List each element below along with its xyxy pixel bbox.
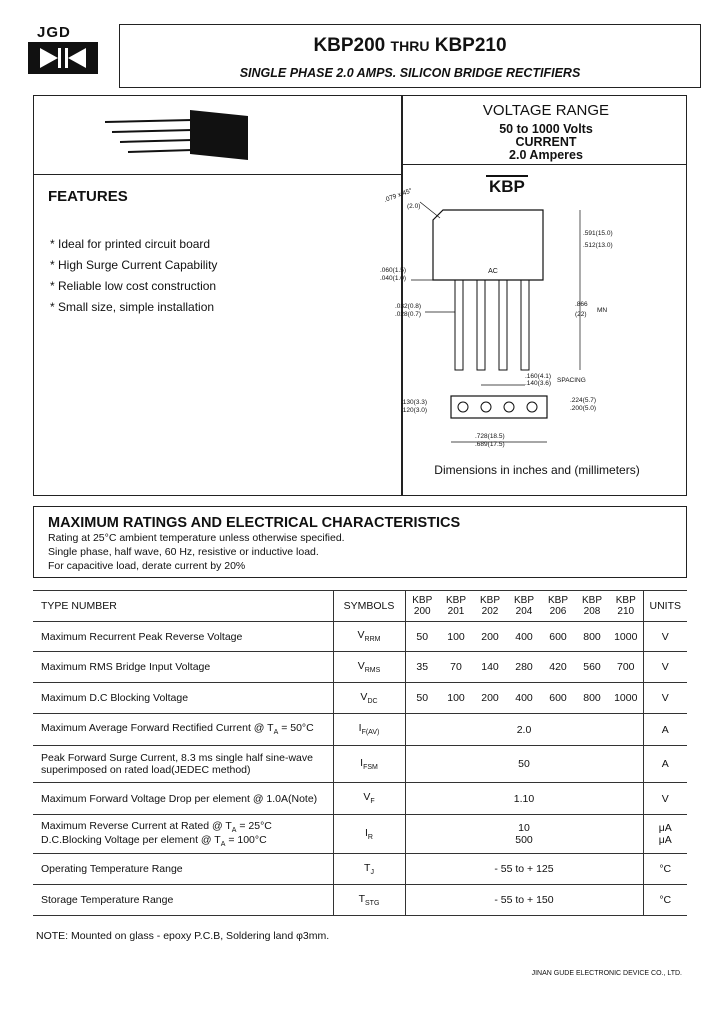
- cell-value: 400: [507, 683, 541, 714]
- header-part: KBP 202: [473, 591, 507, 622]
- cell-value: - 55 to + 150: [405, 885, 643, 916]
- cell-value: 1000: [609, 683, 643, 714]
- row-name: Maximum Forward Voltage Drop per element @ 1.0A(Note): [33, 783, 333, 815]
- cell-value: 140: [473, 652, 507, 683]
- cell-value: 200: [473, 622, 507, 652]
- ratings-title: MAXIMUM RATINGS AND ELECTRICAL CHARACTERISTICS: [48, 515, 461, 531]
- ac-label: AC: [488, 268, 498, 275]
- header-part: KBP 200: [405, 591, 439, 622]
- dim-chamfer: .079 x 45°: [383, 187, 414, 204]
- row-name: Operating Temperature Range: [33, 854, 333, 885]
- row-unit: V: [643, 783, 687, 815]
- row-unit: V: [643, 622, 687, 652]
- row-unit: V: [643, 683, 687, 714]
- header-part: KBP 206: [541, 591, 575, 622]
- package-name: KBP: [486, 175, 528, 197]
- dim-top-2: .512(13.0): [583, 242, 613, 249]
- dim-h-1: .130(3.3): [401, 399, 428, 406]
- dim-space-2: .140(3.6): [525, 380, 552, 387]
- dimension-caption: Dimensions in inches and (millimeters): [434, 463, 640, 477]
- dim-space-1: .160(4.1): [525, 373, 552, 380]
- header-symbols: SYMBOLS: [333, 591, 405, 622]
- spec-table: [33, 590, 687, 916]
- table-row: [33, 714, 687, 746]
- cell-value: 50: [405, 683, 439, 714]
- cell-value: 2.0: [405, 714, 643, 746]
- cell-value: 50: [405, 622, 439, 652]
- table-row: [33, 746, 687, 783]
- row-symbol: $V_{RMS}$: [333, 652, 405, 683]
- table-row: [33, 622, 687, 652]
- table-row: [33, 885, 687, 916]
- row-symbol: $T_{STG}$: [333, 885, 405, 916]
- page-title: KBP200 THRU KBP210: [313, 35, 507, 56]
- package-dimension-drawing: [365, 180, 655, 460]
- row-symbol: $T_J$: [333, 854, 405, 885]
- dim-r-1: .224(5.7): [570, 397, 597, 404]
- dim-r-2: .200(5.0): [570, 405, 597, 412]
- row-unit: V: [643, 652, 687, 683]
- row-unit: μA μA: [643, 815, 687, 854]
- dim-chamfer-mm: (2.0): [407, 203, 421, 210]
- cell-value: 200: [473, 683, 507, 714]
- row-unit: °C: [643, 854, 687, 885]
- logo-diode-icon: [28, 42, 98, 74]
- dim-lead-2: .028(0.7): [395, 311, 422, 318]
- cell-value: 800: [575, 622, 609, 652]
- table-row: [33, 815, 687, 854]
- cell-value: - 55 to + 125: [405, 854, 643, 885]
- row-name: Maximum RMS Bridge Input Voltage: [33, 652, 333, 683]
- row-symbol: $V_{RRM}$: [333, 622, 405, 652]
- cell-value: 10 500: [405, 815, 643, 854]
- cell-value: 35: [405, 652, 439, 683]
- cell-value: 50: [405, 746, 643, 783]
- cell-value: 600: [541, 683, 575, 714]
- footnote: NOTE: Mounted on glass - epoxy P.C.B, Soldering land φ3mm.: [36, 930, 330, 942]
- row-symbol: $V_F$: [333, 783, 405, 815]
- header-part: KBP 201: [439, 591, 473, 622]
- header-part: KBP 208: [575, 591, 609, 622]
- feature-item: * Small size, simple installation: [50, 300, 215, 314]
- current-label: CURRENT: [515, 135, 577, 149]
- row-symbol: $I_R$: [333, 815, 405, 854]
- ratings-note: For capacitive load, derate current by 20%: [48, 560, 246, 572]
- row-name: Maximum Average Forward Rectified Current @ $T_A = 50^\circ C$: [33, 714, 333, 746]
- dim-len-mm: (22): [575, 311, 587, 318]
- page-subtitle: SINGLE PHASE 2.0 AMPS. SILICON BRIDGE RECTIFIERS: [239, 66, 581, 80]
- voltage-range-volts: 50 to 1000 Volts: [499, 122, 593, 136]
- row-name: Maximum Recurrent Peak Reverse Voltage: [33, 622, 333, 652]
- header-part: KBP 204: [507, 591, 541, 622]
- voltage-range-title: VOLTAGE RANGE: [482, 102, 610, 119]
- ratings-note: Rating at 25°C ambient temperature unless otherwise specified.: [48, 532, 345, 544]
- cell-value: 100: [439, 683, 473, 714]
- cell-value: 400: [507, 622, 541, 652]
- table-row: [33, 683, 687, 714]
- row-name: Storage Temperature Range: [33, 885, 333, 916]
- dim-w-1: .728(18.5): [475, 433, 505, 440]
- row-name: Maximum Reverse Current at Rated @ $T_A = 25^\circ C$ D.C.Blocking Voltage per element @ $T_A = 100^\circ C$: [33, 815, 333, 854]
- cell-value: 800: [575, 683, 609, 714]
- features-title: FEATURES: [48, 188, 128, 205]
- header-part: KBP 210: [609, 591, 643, 622]
- dim-side-1: .060(1.5): [380, 267, 407, 274]
- table-row: [33, 652, 687, 683]
- table-header-row: [33, 591, 687, 622]
- dim-top-1: .591(15.0): [583, 230, 613, 237]
- cell-value: 600: [541, 622, 575, 652]
- row-symbol: $I_{F(AV)}$: [333, 714, 405, 746]
- current-value: 2.0 Amperes: [509, 148, 583, 162]
- cell-value: 70: [439, 652, 473, 683]
- cell-value: 560: [575, 652, 609, 683]
- row-unit: °C: [643, 885, 687, 916]
- header-type-number: TYPE NUMBER: [33, 591, 333, 622]
- cell-value: 700: [609, 652, 643, 683]
- table-row: [33, 854, 687, 885]
- row-name: Maximum D.C Blocking Voltage: [33, 683, 333, 714]
- header-units: UNITS: [643, 591, 687, 622]
- row-name: Peak Forward Surge Current, 8.3 ms single half sine-wave superimposed on rated load(JEDEC method): [33, 746, 333, 783]
- dim-side-2: .040(1.0): [380, 275, 407, 282]
- dim-len: .866: [575, 301, 588, 308]
- ratings-note: Single phase, half wave, 60 Hz, resistive or inductive load.: [48, 546, 319, 558]
- dim-mn: MN: [597, 307, 608, 314]
- dim-h-2: .120(3.0): [401, 407, 428, 414]
- table-row: [33, 783, 687, 815]
- logo-text: JGD: [37, 24, 71, 41]
- dim-w-2: .689(17.5): [475, 441, 505, 448]
- dim-lead-1: .032(0.8): [395, 303, 422, 310]
- dim-spacing: SPACING: [557, 377, 586, 384]
- row-unit: A: [643, 714, 687, 746]
- feature-item: * Reliable low cost construction: [50, 279, 217, 293]
- company-name: JINAN GUDE ELECTRONIC DEVICE CO., LTD.: [531, 970, 682, 977]
- cell-value: 100: [439, 622, 473, 652]
- cell-value: 420: [541, 652, 575, 683]
- product-image: [100, 108, 260, 168]
- row-symbol: $V_{DC}$: [333, 683, 405, 714]
- feature-item: * Ideal for printed circuit board: [50, 237, 211, 251]
- cell-value: 1.10: [405, 783, 643, 815]
- cell-value: 280: [507, 652, 541, 683]
- row-unit: A: [643, 746, 687, 783]
- row-symbol: $I_{FSM}$: [333, 746, 405, 783]
- cell-value: 1000: [609, 622, 643, 652]
- feature-item: * High Surge Current Capability: [50, 258, 218, 272]
